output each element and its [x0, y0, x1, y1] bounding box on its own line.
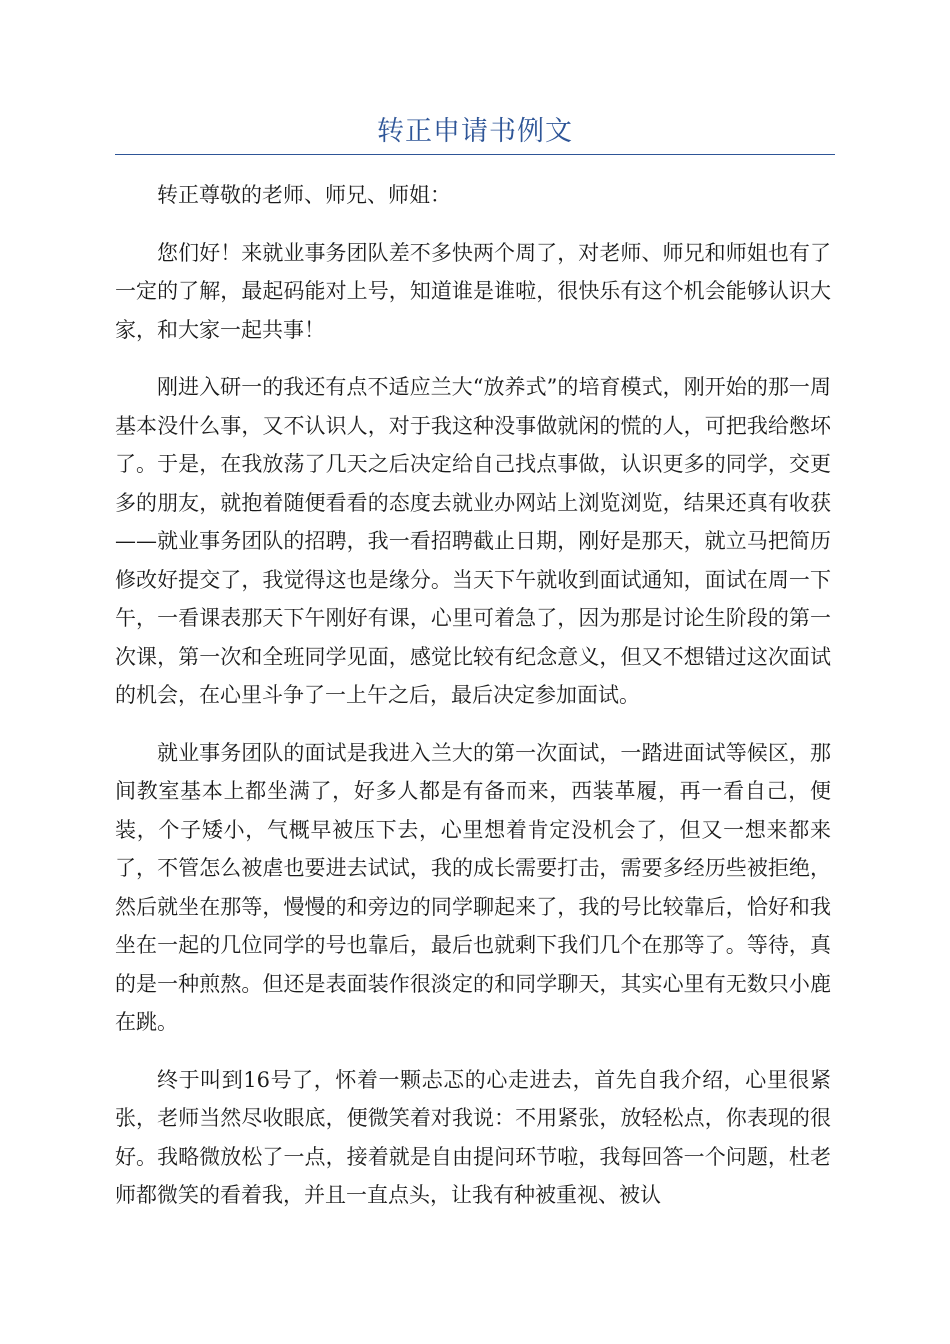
body-paragraph-background: 刚进入研一的我还有点不适应兰大“放养式”的培育模式，刚开始的那一周基本没什么事，又不认识人，对于我这种没事做就闲的慌的人，可把我给憋坏了。于是，在我放荡了几天之后决定给自己找点事做，认识更多的同学，交更多的朋友，就抱着随便看看的态度去就业办网站上浏览浏览，结果还真有收获——就业事务团队的招聘，我一看招聘截止日期，刚好是那天，就立马把简历修改好提交了，我觉得这也是缘分。当天下午就收到面试通知，面试在周一下午，一看课表那天下午刚好有课，心里可着急了，因为那是讨论生阶段的第一次课，第一次和全班同学见面，感觉比较有纪念意义，但又不想错过这次面试的机会，在心里斗争了一上午之后，最后决定参加面试。: [115, 375, 831, 707]
document-body: [115, 176, 831, 1234]
body-paragraph-interview: 就业事务团队的面试是我进入兰大的第一次面试，一踏进面试等候区，那间教室基本上都坐满了，好多人都是有备而来，西装革履，再一看自己，便装，个子矮小，气概早被压下去，心里想着肯定没机会了，但又一想来都来了，不管怎么被虐也要进去试试，我的成长需要打击，需要多经历些被拒绝，然后就坐在那等，慢慢的和旁边的同学聊起来了，我的号比较靠后，恰好和我坐在一起的几位同学的号也靠后，最后也就剩下我们几个在那等了。等待，真的是一种煎熬。但还是表面装作很淡定的和同学聊天，其实心里有无数只小鹿在跳。: [115, 740, 831, 1034]
body-paragraph-self-introduction: 终于叫到16号了，怀着一颗忐忑的心走进去，首先自我介绍，心里很紧张，老师当然尽收眼底，便微笑着对我说：不用紧张，放轻松点，你表现的很好。我略微放松了一点，接着就是自由提问环节啦，我每回答一个问题，杜老师都微笑的看着我，并且一直点头，让我有种被重视、被认: [115, 1067, 831, 1207]
document-title: 转正申请书例文: [377, 116, 573, 147]
title-underline: [115, 154, 835, 155]
salutation-paragraph: 转正尊敬的老师、师兄、师姐：: [157, 183, 451, 207]
body-paragraph-greeting: 您们好！来就业事务团队差不多快两个周了，对老师、师兄和师姐也有了一定的了解，最起码能对上号，知道谁是谁啦，很快乐有这个机会能够认识大家，和大家一起共事！: [115, 240, 831, 342]
